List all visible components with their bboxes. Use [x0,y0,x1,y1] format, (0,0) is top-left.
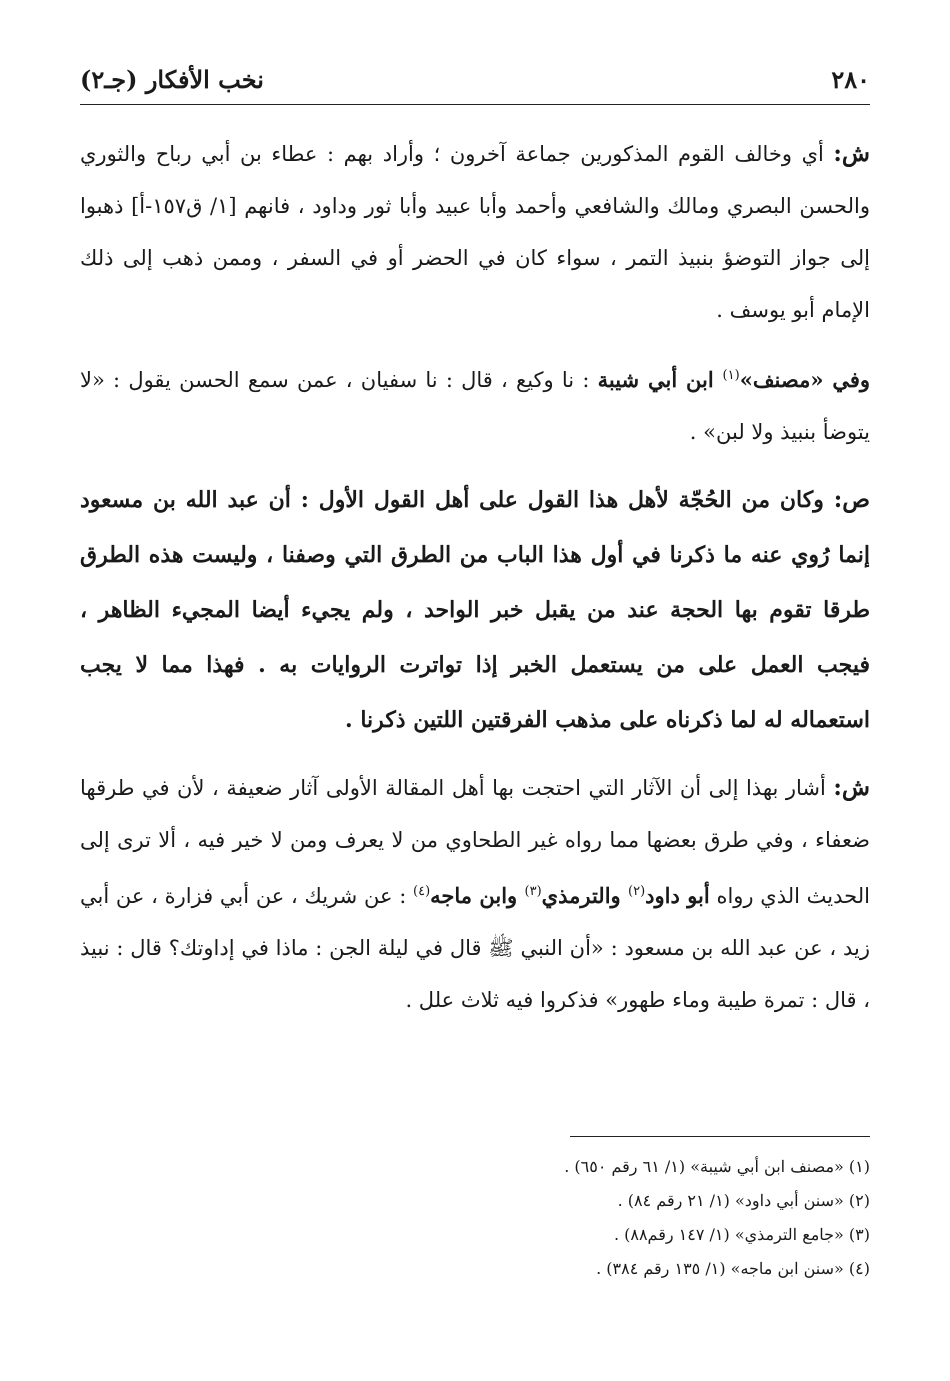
commentary-marker: ش: [833,140,870,167]
paragraph-text: : عن شريك ، عن أبي فزارة ، عن أبي زيد ، عن عبد الله بن مسعود : «أن النبي ﷺ قال في ليلة الجن : ماذا في إداوتك؟ قال : نبيذ ، قال : تمرة طيبة وماء طهور» فذكروا فيه ثلاث علل . [80,884,870,1012]
footnote-item: (٤) «سنن ابن ماجه» (١/ ١٣٥ رقم ٣٨٤) . [596,1259,870,1278]
paragraph-text: : نا وكيع ، قال : نا سفيان ، عمن سمع الحسن يقول : «لا يتوضأ بنبيذ ولا لبن» . [80,368,870,444]
page-number: ٢٨٠ [831,65,870,94]
footnote-item: (٢) «سنن أبي داود» (١/ ٢١ رقم ٨٤) . [617,1191,870,1210]
author-name: والترمذي [541,883,629,908]
main-text [80,128,870,1040]
commentary-paragraph-2 [80,762,870,1026]
citation-paragraph [80,350,870,458]
footnote-divider [570,1136,870,1137]
paragraph-text: أي وخالف القوم المذكورين جماعة آخرون ؛ وأراد بهم : عطاء بن أبي رباح والثوري والحسن البصري ومالك والشافعي وأحمد وأبا عبيد وأبا ثور وداود ، فانهم [١/ ق١٥٧-أ] ذهبوا إلى جواز التوضؤ بنبيذ التمر ، سواء كان في الحضر أو في السفر ، وممن ذهب إلى ذلك الإمام أبو يوسف . [80,142,870,322]
commentary-marker: ش: [833,774,870,801]
footnotes [80,1150,870,1286]
commentary-paragraph-1 [80,128,870,336]
author-name: ابن أبي شيبة [597,367,723,392]
footnote-ref-3[interactable]: (٣) [524,884,542,899]
footnote-ref-1[interactable]: (١) [722,368,740,383]
main-text-marker: ص: [833,486,870,513]
source-title: وفي «مصنف» [739,367,871,392]
running-title: نخب الأفكار (جـ٢) [80,65,264,94]
footnote-item: (٣) «جامع الترمذي» (١/ ١٤٧ رقم٨٨) . [613,1225,870,1244]
header-divider [80,104,870,105]
paragraph-text: أشار بهذا إلى أن الآثار التي احتجت بها أهل المقالة الأولى آثار ضعيفة ، لأن في طرقها ضعفاء ، وفي طرق بعضها مما رواه غير الطحاوي من لا يعرف ومن لا خير فيه ، ألا ترى إلى الحديث الذي رواه [80,776,870,908]
author-name: أبو داود [645,883,710,908]
footnote-item: (١) «مصنف ابن أبي شيبة» (١/ ٦١ رقم ٦٥٠) . [564,1157,870,1176]
author-name: وابن ماجه [430,883,525,908]
paragraph-text: وكان من الحُجّة لأهل هذا القول على أهل القول الأول : أن عبد الله بن مسعود إنما رُوي عنه ما ذكرنا في أول هذا الباب من الطرق التي وصفنا ، وليست هذه الطرق طرقا تقوم بها الحجة عند من يقبل خبر الواحد ، ولم يجيء أيضا المجيء الظاهر ، فيجب العمل على من يستعمل الخبر إذا تواترت الروايات به . فهذا مما لا يجب استعماله له لما ذكرناه على مذهب الفرقتين اللتين ذكرنا . [80,487,870,733]
main-text-paragraph [80,472,870,748]
footnote-ref-2[interactable]: (٢) [628,884,646,899]
page-header [80,62,870,98]
book-page [80,0,870,1381]
footnote-ref-4[interactable]: (٤) [413,884,431,899]
